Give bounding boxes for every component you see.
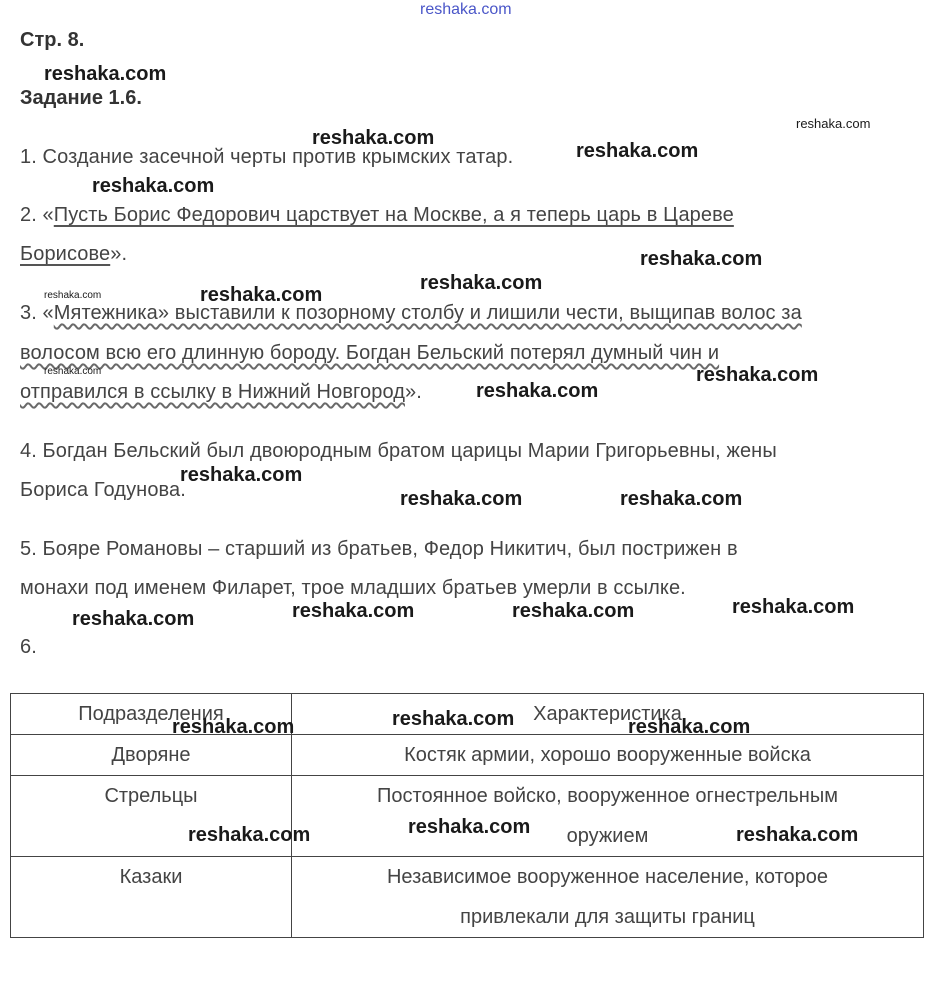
description-line: Постоянное войско, вооруженное огнестрельным bbox=[377, 785, 838, 807]
watermark: reshaka.com bbox=[92, 175, 215, 197]
watermark-top: reshaka.com bbox=[420, 1, 512, 18]
description-line: Костяк армии, хорошо вооруженные войска bbox=[404, 744, 811, 766]
quote-text-3b: волосом всю его длинную бороду. Богдан Бельский потерял думный чин и bbox=[20, 342, 720, 364]
answer-item-2-line-1 bbox=[20, 204, 734, 227]
watermark: reshaka.com bbox=[44, 63, 167, 85]
watermark: reshaka.com bbox=[620, 488, 743, 510]
watermark: reshaka.com bbox=[180, 464, 303, 486]
description-cell bbox=[292, 857, 924, 938]
description-cell bbox=[292, 735, 924, 776]
watermark: reshaka.com bbox=[400, 488, 523, 510]
watermark: reshaka.com bbox=[736, 824, 859, 846]
quote-text-3c: отправился в ссылку в Нижний Новгород bbox=[20, 381, 405, 403]
watermark: reshaka.com bbox=[200, 284, 323, 306]
header-units: Подразделения bbox=[11, 694, 292, 735]
answer-item-1: 1. Создание засечной черты против крымских татар. bbox=[20, 146, 514, 168]
table-row bbox=[11, 857, 924, 938]
answer-item-5-line-1: 5. Бояре Романовы – старший из братьев, Федор Никитич, был пострижен в bbox=[20, 538, 738, 560]
quote-text-2a: Пусть Борис Федорович царствует на Москве, а я теперь царь в Цареве bbox=[53, 204, 734, 226]
quote-text-3a: Мятежника» выставили к позорному столбу и лишили чести, выщипав волос за bbox=[53, 302, 802, 324]
watermark: reshaka.com bbox=[72, 608, 195, 630]
watermark: reshaka.com bbox=[796, 116, 871, 131]
watermark: reshaka.com bbox=[732, 596, 855, 618]
answer-item-4-line-1: 4. Богдан Бельский был двоюродным братом царицы Марии Григорьевны, жены bbox=[20, 440, 777, 462]
header-characteristic: Характеристика bbox=[292, 694, 924, 735]
watermark: reshaka.com bbox=[172, 716, 295, 738]
watermark: reshaka.com bbox=[44, 366, 102, 377]
quote-text-2b: Борисове bbox=[20, 243, 111, 265]
watermark: reshaka.com bbox=[408, 816, 531, 838]
watermark: reshaka.com bbox=[392, 708, 515, 730]
quote-open: 3. « bbox=[20, 302, 54, 324]
description-line: Независимое вооруженное население, которое bbox=[386, 866, 829, 888]
watermark: reshaka.com bbox=[312, 127, 435, 149]
answer-item-5-line-2: монахи под именем Филарет, трое младших братьев умерли в ссылке. bbox=[20, 577, 686, 599]
watermark: reshaka.com bbox=[420, 272, 543, 294]
answer-item-4-line-2: Бориса Годунова. bbox=[20, 479, 186, 501]
quote-open: 2. « bbox=[20, 204, 54, 226]
watermark: reshaka.com bbox=[512, 600, 635, 622]
answer-item-3-line-2 bbox=[20, 342, 719, 365]
unit-cell: Казаки bbox=[11, 857, 292, 938]
watermark: reshaka.com bbox=[640, 248, 763, 270]
watermark: reshaka.com bbox=[696, 364, 819, 386]
watermark: reshaka.com bbox=[628, 716, 751, 738]
answer-item-3-line-3 bbox=[20, 381, 422, 404]
description-line: оружием bbox=[566, 825, 649, 847]
watermark: reshaka.com bbox=[44, 290, 102, 301]
watermark: reshaka.com bbox=[292, 600, 415, 622]
task-title: Задание 1.6. bbox=[20, 87, 142, 109]
watermark: reshaka.com bbox=[188, 824, 311, 846]
answer-item-3-line-1 bbox=[20, 302, 802, 325]
quote-close: ». bbox=[110, 243, 128, 265]
watermark: reshaka.com bbox=[576, 140, 699, 162]
unit-cell: Дворяне bbox=[11, 735, 292, 776]
unit-cell: Стрельцы bbox=[11, 776, 292, 857]
table-row bbox=[11, 735, 924, 776]
watermark: reshaka.com bbox=[476, 380, 599, 402]
page-reference: Стр. 8. bbox=[20, 29, 85, 51]
answer-item-2-line-2 bbox=[20, 243, 127, 266]
answer-item-6: 6. bbox=[20, 636, 37, 658]
description-line: привлекали для защиты границ bbox=[460, 906, 755, 928]
quote-close: ». bbox=[405, 381, 422, 403]
